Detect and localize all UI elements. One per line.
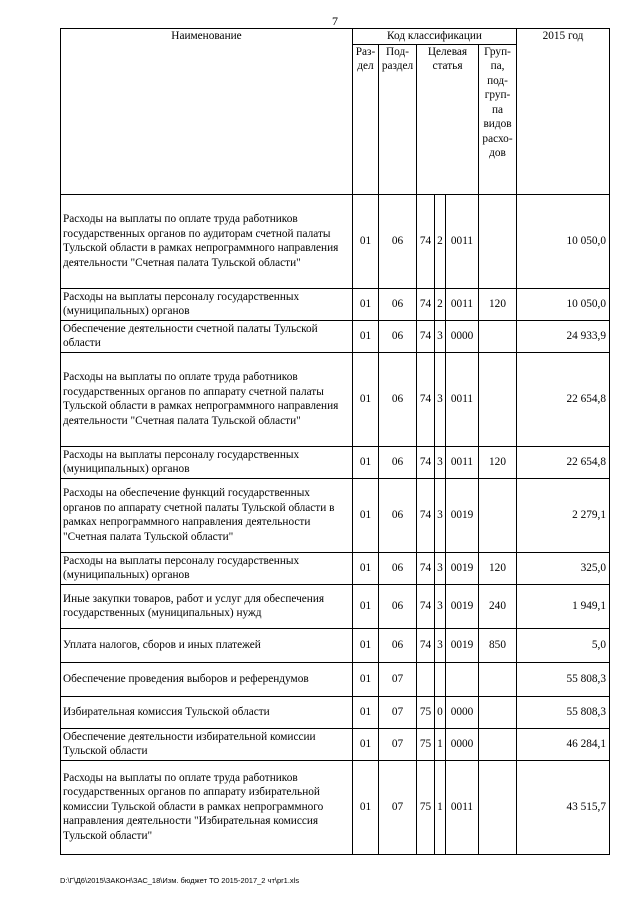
- table-row: [61, 446, 610, 478]
- row-razdel: 01: [353, 446, 379, 478]
- row-razdel: 01: [353, 320, 379, 352]
- row-group: [479, 696, 517, 728]
- row-podrazdel: 06: [379, 352, 417, 446]
- row-target-2: 3: [435, 352, 446, 446]
- row-podrazdel: 06: [379, 446, 417, 478]
- header-year: 2015 год: [517, 29, 610, 195]
- row-target-3: 0019: [446, 552, 479, 584]
- table-row: [61, 760, 610, 854]
- table-row: [61, 662, 610, 696]
- row-target-2: 3: [435, 320, 446, 352]
- row-group: [479, 728, 517, 760]
- row-razdel: 01: [353, 352, 379, 446]
- row-amount: 1 949,1: [517, 584, 610, 628]
- row-target-3: 0000: [446, 696, 479, 728]
- row-group: 850: [479, 628, 517, 662]
- row-amount: 46 284,1: [517, 728, 610, 760]
- budget-table: [60, 28, 610, 855]
- row-target-3: 0011: [446, 194, 479, 288]
- header-name: Наименование: [61, 29, 353, 195]
- row-podrazdel: 06: [379, 478, 417, 552]
- row-name: Расходы на выплаты по оплате труда работников государственных органов по аудиторам счетной палаты Тульской области в рамках непрограммного направления деятельности "Счетная палата Тульской области": [61, 194, 353, 288]
- row-name: Уплата налогов, сборов и иных платежей: [61, 628, 353, 662]
- row-target-3: 0000: [446, 728, 479, 760]
- row-amount: 5,0: [517, 628, 610, 662]
- row-target-3: 0011: [446, 288, 479, 320]
- table-row: [61, 320, 610, 352]
- row-amount: 325,0: [517, 552, 610, 584]
- row-podrazdel: 07: [379, 728, 417, 760]
- row-podrazdel: 06: [379, 194, 417, 288]
- row-target-3: 0019: [446, 628, 479, 662]
- row-razdel: 01: [353, 662, 379, 696]
- row-name: Расходы на выплаты персоналу государственных (муниципальных) органов: [61, 446, 353, 478]
- row-podrazdel: 06: [379, 584, 417, 628]
- row-target-2: 1: [435, 760, 446, 854]
- row-target-1: 74: [417, 628, 435, 662]
- row-target-3: 0011: [446, 352, 479, 446]
- row-razdel: 01: [353, 552, 379, 584]
- row-target-1: 74: [417, 552, 435, 584]
- row-amount: 43 515,7: [517, 760, 610, 854]
- row-group: [479, 760, 517, 854]
- row-target-3: 0011: [446, 446, 479, 478]
- row-target-3: 0019: [446, 478, 479, 552]
- row-razdel: 01: [353, 478, 379, 552]
- row-amount: 24 933,9: [517, 320, 610, 352]
- row-name: Обеспечение деятельности избирательной комиссии Тульской области: [61, 728, 353, 760]
- row-name: Расходы на выплаты персоналу государственных (муниципальных) органов: [61, 288, 353, 320]
- row-target-1: 74: [417, 478, 435, 552]
- row-amount: 22 654,8: [517, 446, 610, 478]
- row-podrazdel: 06: [379, 320, 417, 352]
- row-target-2: 3: [435, 446, 446, 478]
- row-name: Избирательная комиссия Тульской области: [61, 696, 353, 728]
- table-row: [61, 552, 610, 584]
- table-row: [61, 584, 610, 628]
- row-name: Расходы на выплаты по оплате труда работников государственных органов по аппарату избирательной комиссии Тульской области в рамках непрограммного направления деятельности "Избирательная комиссия Тульской области": [61, 760, 353, 854]
- row-amount: 22 654,8: [517, 352, 610, 446]
- row-target-1: 74: [417, 352, 435, 446]
- page-number: 7: [332, 14, 338, 28]
- row-group: 120: [479, 446, 517, 478]
- row-group: [479, 662, 517, 696]
- table-row: [61, 478, 610, 552]
- header-razdel: Раз- дел: [353, 44, 379, 194]
- row-group: 120: [479, 288, 517, 320]
- row-target-2: 3: [435, 478, 446, 552]
- row-podrazdel: 06: [379, 288, 417, 320]
- row-podrazdel: 06: [379, 628, 417, 662]
- header-podrazdel: Под- раздел: [379, 44, 417, 194]
- row-group: 120: [479, 552, 517, 584]
- row-target-1: 74: [417, 320, 435, 352]
- row-target-1: [417, 662, 435, 696]
- row-target-1: 74: [417, 288, 435, 320]
- row-amount: 55 808,3: [517, 696, 610, 728]
- row-target-1: 74: [417, 584, 435, 628]
- row-target-1: 74: [417, 446, 435, 478]
- table-row: [61, 628, 610, 662]
- row-razdel: 01: [353, 584, 379, 628]
- row-target-1: 75: [417, 760, 435, 854]
- row-target-2: 2: [435, 194, 446, 288]
- table-row: [61, 288, 610, 320]
- row-razdel: 01: [353, 696, 379, 728]
- row-target-2: 1: [435, 728, 446, 760]
- row-name: Обеспечение проведения выборов и референдумов: [61, 662, 353, 696]
- row-target-2: [435, 662, 446, 696]
- table-row: [61, 194, 610, 288]
- row-name: Расходы на выплаты по оплате труда работников государственных органов по аппарату счетной палаты Тульской области в рамках непрограммного направления деятельности "Счетная палата Тульской области": [61, 352, 353, 446]
- row-name: Расходы на обеспечение функций государственных органов по аппарату счетной палаты Тульской области в рамках непрограммного направления деятельности "Счетная палата Тульской области": [61, 478, 353, 552]
- row-target-1: 75: [417, 728, 435, 760]
- header-code: Код классификации: [353, 29, 517, 45]
- row-target-2: 3: [435, 552, 446, 584]
- row-razdel: 01: [353, 628, 379, 662]
- row-name: Обеспечение деятельности счетной палаты Тульской области: [61, 320, 353, 352]
- row-podrazdel: 06: [379, 552, 417, 584]
- row-podrazdel: 07: [379, 662, 417, 696]
- row-target-1: 74: [417, 194, 435, 288]
- row-amount: 10 050,0: [517, 194, 610, 288]
- row-target-2: 3: [435, 628, 446, 662]
- row-group: [479, 320, 517, 352]
- table-row: [61, 352, 610, 446]
- header-group: Груп- па, под- груп- па видов расхо- дов: [479, 44, 517, 194]
- row-amount: 2 279,1: [517, 478, 610, 552]
- row-razdel: 01: [353, 760, 379, 854]
- row-amount: 55 808,3: [517, 662, 610, 696]
- row-podrazdel: 07: [379, 760, 417, 854]
- row-target-3: 0019: [446, 584, 479, 628]
- row-target-3: [446, 662, 479, 696]
- row-razdel: 01: [353, 194, 379, 288]
- row-target-2: 2: [435, 288, 446, 320]
- header-target: Целевая статья: [417, 44, 479, 194]
- row-podrazdel: 07: [379, 696, 417, 728]
- row-group: 240: [479, 584, 517, 628]
- row-target-1: 75: [417, 696, 435, 728]
- row-group: [479, 194, 517, 288]
- row-name: Иные закупки товаров, работ и услуг для обеспечения государственных (муниципальных) нужд: [61, 584, 353, 628]
- row-target-2: 0: [435, 696, 446, 728]
- row-razdel: 01: [353, 288, 379, 320]
- file-path-footer: D:\Г\Д6\2015\ЗАКОН\ЗАС_18\Изм. бюджет ТО 2015-2017_2 чт\pr1.xls: [60, 876, 300, 885]
- row-target-3: 0000: [446, 320, 479, 352]
- row-razdel: 01: [353, 728, 379, 760]
- row-target-2: 3: [435, 584, 446, 628]
- table-row: [61, 696, 610, 728]
- row-group: [479, 478, 517, 552]
- row-group: [479, 352, 517, 446]
- row-target-3: 0011: [446, 760, 479, 854]
- table-row: [61, 728, 610, 760]
- row-amount: 10 050,0: [517, 288, 610, 320]
- row-name: Расходы на выплаты персоналу государственных (муниципальных) органов: [61, 552, 353, 584]
